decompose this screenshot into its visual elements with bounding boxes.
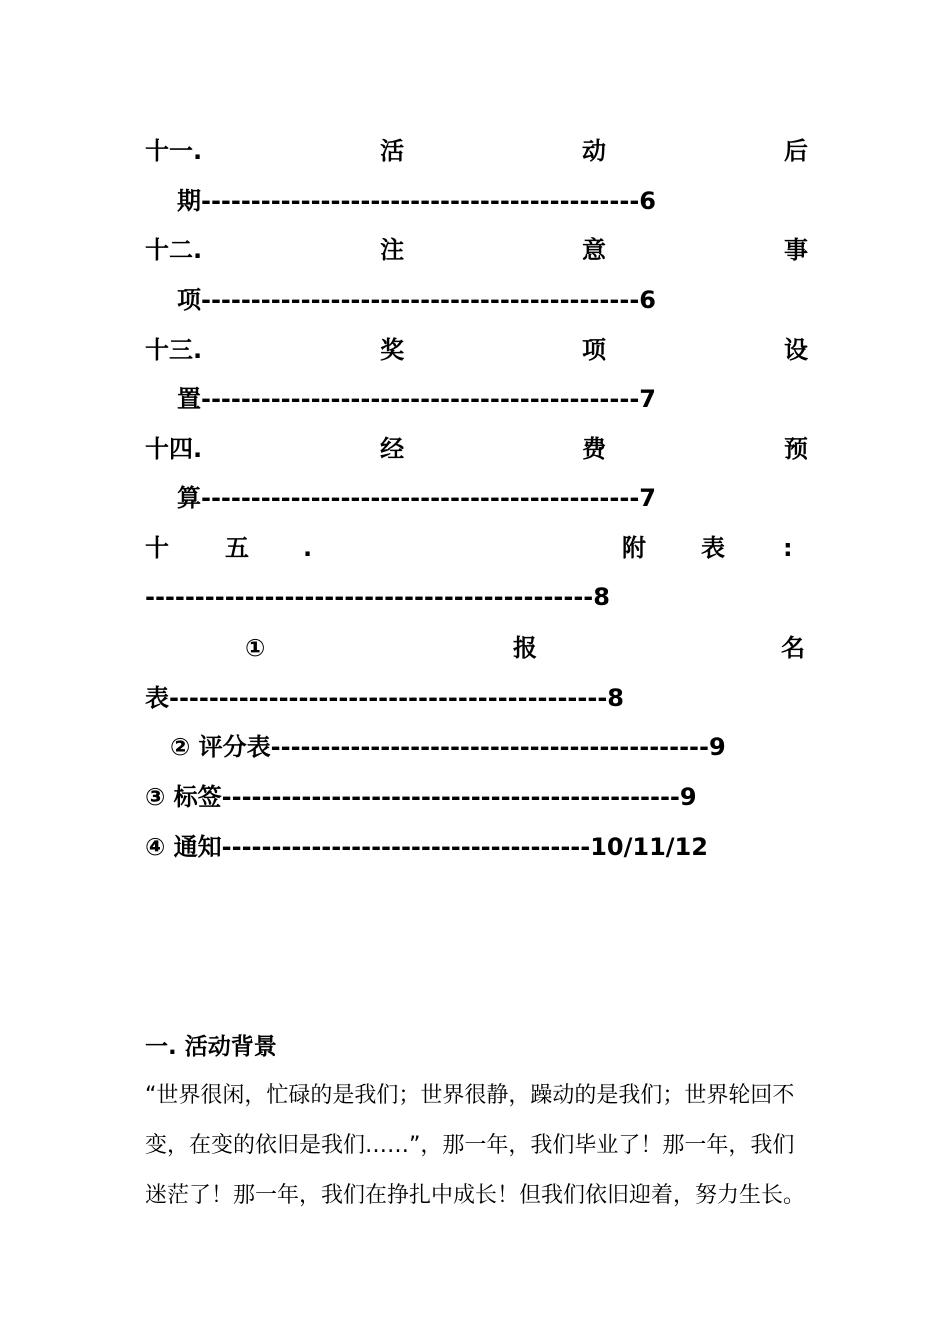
toc-entry-13-title [145, 335, 808, 365]
appendix-item-4: ④ 通知-------------------------------------10/11/12 [145, 833, 708, 861]
toc-number: 十二. [145, 236, 203, 264]
paragraph-line: 迷茫了！那一年，我们在挣扎中成长！但我们依旧迎着，努力生长。 [145, 1183, 806, 1208]
toc-char: 表 [701, 534, 725, 562]
appendix-item-1-title [145, 633, 808, 663]
toc-char: 奖 [380, 336, 405, 364]
toc-number: 十四. [145, 435, 203, 463]
appendix-item-1-leader: 表--------------------------------------------8 [145, 684, 624, 712]
toc-entry-11-leader: 期--------------------------------------------6 [177, 187, 656, 215]
toc-entry-14-title [145, 434, 808, 464]
toc-char: . [303, 534, 313, 562]
toc-char: ① [245, 634, 266, 662]
toc-char: 项 [582, 336, 607, 364]
toc-entry-15-title [145, 533, 808, 563]
toc-char: 报 [513, 634, 537, 662]
toc-char: 后 [783, 137, 808, 165]
toc-char: 费 [582, 435, 607, 463]
paragraph-line: “世界很闲，忙碌的是我们；世界很静，躁动的是我们；世界轮回不 [145, 1083, 795, 1108]
toc-entry-14-leader: 算--------------------------------------------7 [177, 484, 656, 512]
toc-entry-13-leader: 置--------------------------------------------7 [177, 385, 656, 413]
toc-char: 活 [380, 137, 405, 165]
toc-char: 事 [783, 236, 808, 264]
toc-char: 动 [582, 137, 607, 165]
toc-entry-12-title [145, 235, 808, 265]
toc-char: 预 [783, 435, 808, 463]
toc-entry-15-leader: ---------------------------------------------8 [145, 583, 610, 611]
toc-char: 意 [582, 236, 607, 264]
toc-entry-11-title [145, 136, 808, 166]
section-heading: 一. 活动背景 [145, 1034, 277, 1060]
toc-char: 附 [622, 534, 646, 562]
toc-number: 十一. [145, 137, 203, 165]
toc-char: 注 [380, 236, 405, 264]
toc-char: : [783, 534, 793, 562]
toc-char: 名 [781, 634, 805, 662]
appendix-item-3: ③ 标签----------------------------------------------9 [145, 783, 697, 811]
paragraph-line: 变，在变的依旧是我们……”，那一年，我们毕业了！那一年，我们 [145, 1133, 795, 1158]
section-paragraph [145, 1071, 835, 1221]
toc-char: 设 [783, 336, 808, 364]
toc-entry-12-leader: 项--------------------------------------------6 [177, 286, 656, 314]
toc-char: 十 [145, 534, 169, 562]
toc-number: 十三. [145, 336, 203, 364]
toc-char: 经 [380, 435, 405, 463]
toc-char: 五 [225, 534, 249, 562]
appendix-item-2: ② 评分表--------------------------------------------9 [170, 733, 726, 761]
